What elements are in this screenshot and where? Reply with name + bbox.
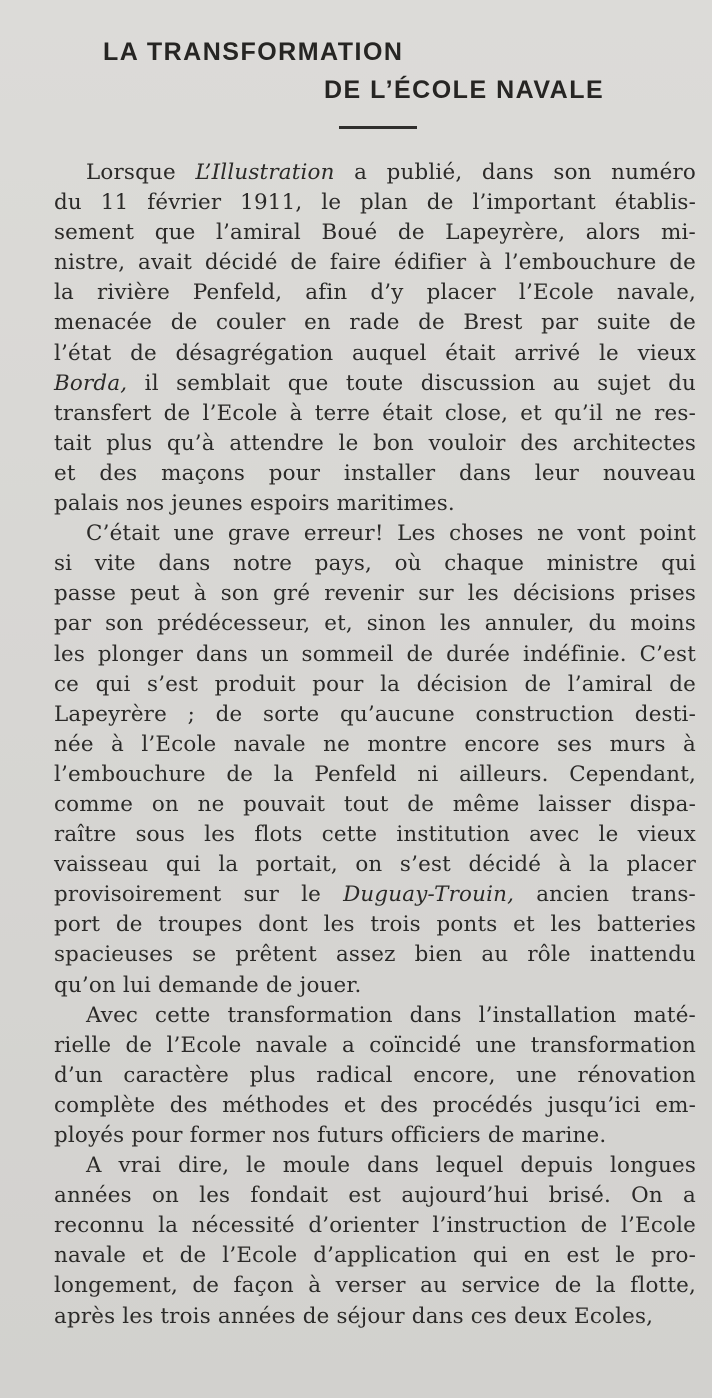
- text-run: transfert de l’Ecole à terre était close, et qu’il ne res-: [54, 400, 696, 426]
- text-run: d’un caractère plus radical encore, une rénovation: [54, 1062, 696, 1088]
- text-run: ployés pour former nos futurs officiers de marine.: [54, 1123, 607, 1148]
- text-run: navale et de l’Ecole d’application qui en est le pro-: [54, 1243, 696, 1269]
- text-line: [54, 158, 696, 188]
- text-line: [54, 1121, 696, 1151]
- text-run: Lorsque: [86, 160, 196, 185]
- text-run: Avec cette transformation dans l’installation maté-: [86, 1002, 696, 1028]
- text-run: ancien trans-: [514, 882, 696, 908]
- text-run: port de troupes dont les trois ponts et les batteries: [54, 912, 696, 938]
- text-run: il semblait que toute discussion au sujet du: [127, 370, 696, 396]
- text-line: [54, 248, 696, 278]
- italic-title-run: L’Illustration: [195, 160, 335, 185]
- text-line: [54, 670, 696, 700]
- text-line: [54, 339, 696, 369]
- article-title-line2: DE L’ÉCOLE NAVALE: [324, 76, 605, 104]
- text-run: raître sous les flots cette institution avec le vieux: [54, 822, 696, 848]
- text-line: [54, 1181, 696, 1211]
- text-line: [54, 640, 696, 670]
- text-run: rielle de l’Ecole navale a coïncidé une transformation: [54, 1032, 696, 1058]
- article-paragraph-2: [54, 519, 696, 1001]
- text-run: l’état de désagrégation auquel était arrivé le vieux: [54, 340, 696, 366]
- text-run: complète des méthodes et des procédés jusqu’ici em-: [54, 1092, 696, 1118]
- text-line: [54, 579, 696, 609]
- text-line: [54, 1091, 696, 1121]
- text-line: [54, 188, 696, 218]
- text-line: [54, 218, 696, 248]
- text-run: l’embouchure de la Penfeld ni ailleurs. Cependant,: [54, 761, 696, 787]
- article-title-line1: LA TRANSFORMATION: [103, 38, 404, 66]
- text-line: [54, 700, 696, 730]
- text-run: comme on ne pouvait tout de même laisser dispa-: [54, 791, 696, 817]
- text-line: [54, 519, 696, 549]
- text-line: [54, 308, 696, 338]
- text-run: passe peut à son gré revenir sur les décisions prises: [54, 581, 696, 607]
- text-run: après les trois années de séjour dans ces deux Ecoles,: [54, 1303, 654, 1329]
- text-line: [54, 1211, 696, 1241]
- text-line: [54, 1271, 696, 1301]
- text-run: et des maçons pour installer dans leur nouveau: [54, 460, 696, 486]
- text-run: du 11 février 1911, le plan de l’important établis-: [54, 190, 696, 216]
- text-run: née à l’Ecole navale ne montre encore ses murs à: [54, 731, 696, 757]
- text-line: [54, 1061, 696, 1091]
- article-paragraph-3: [54, 1001, 696, 1151]
- article-body: [54, 158, 696, 1332]
- text-run: menacée de couler en rade de Brest par suite de: [54, 310, 696, 336]
- text-line: [54, 880, 696, 910]
- text-line: [54, 790, 696, 820]
- italic-title-run: Duguay-Trouin,: [343, 882, 515, 908]
- text-line: [54, 1001, 696, 1031]
- text-line: [54, 429, 696, 459]
- text-line: [54, 820, 696, 850]
- text-run: sement que l’amiral Boué de Lapeyrère, alors mi-: [54, 220, 696, 246]
- text-run: A vrai dire, le moule dans lequel depuis longues: [86, 1153, 696, 1179]
- title-divider-rule: [339, 126, 417, 129]
- text-run: spacieuses se prêtent assez bien au rôle inattendu: [54, 942, 696, 968]
- text-run: par son prédécesseur, et, sinon les annuler, du moins: [54, 611, 696, 637]
- text-run: vaisseau qui la portait, on s’est décidé à la placer: [54, 852, 696, 878]
- text-run: provisoirement sur le: [54, 882, 344, 908]
- text-run: qu’on lui demande de jouer.: [54, 972, 362, 998]
- text-run: reconnu la nécessité d’orienter l’instruction de l’Ecole: [54, 1213, 696, 1239]
- text-line: [54, 940, 696, 970]
- text-line: [54, 369, 696, 399]
- text-line: [54, 1031, 696, 1061]
- text-line: [54, 399, 696, 429]
- text-run: les plonger dans un sommeil de durée indéfinie. C’est: [54, 641, 696, 667]
- text-line: [54, 971, 696, 1001]
- text-line: [54, 1302, 696, 1332]
- text-line: [54, 1241, 696, 1271]
- text-run: ce qui s’est produit pour la décision de l’amiral de: [54, 671, 696, 697]
- text-run: nistre, avait décidé de faire édifier à l’embouchure de: [54, 250, 696, 276]
- text-run: longement, de façon à verser au service de la flotte,: [54, 1273, 696, 1299]
- text-line: [54, 730, 696, 760]
- text-line: [54, 609, 696, 639]
- text-line: [54, 760, 696, 790]
- article-paragraph-1: [54, 158, 696, 519]
- article-paragraph-4: [54, 1151, 696, 1332]
- text-run: Lapeyrère ; de sorte qu’aucune construction desti-: [54, 701, 696, 727]
- text-line: [54, 910, 696, 940]
- text-run: palais nos jeunes espoirs maritimes.: [54, 491, 455, 517]
- text-run: C’était une grave erreur! Les choses ne vont point: [86, 521, 696, 547]
- text-run: a publié, dans son numéro: [334, 160, 696, 185]
- text-line: [54, 459, 696, 489]
- text-line: [54, 278, 696, 308]
- text-line: [54, 1151, 696, 1181]
- text-run: si vite dans notre pays, où chaque ministre qui: [54, 551, 696, 577]
- text-line: [54, 549, 696, 579]
- italic-title-run: Borda,: [54, 370, 128, 396]
- text-line: [54, 489, 696, 519]
- text-run: tait plus qu’à attendre le bon vouloir des architectes: [54, 430, 696, 456]
- text-run: années on les fondait est aujourd’hui brisé. On a: [54, 1183, 696, 1209]
- text-run: la rivière Penfeld, afin d’y placer l’Ecole navale,: [54, 280, 696, 306]
- text-line: [54, 850, 696, 880]
